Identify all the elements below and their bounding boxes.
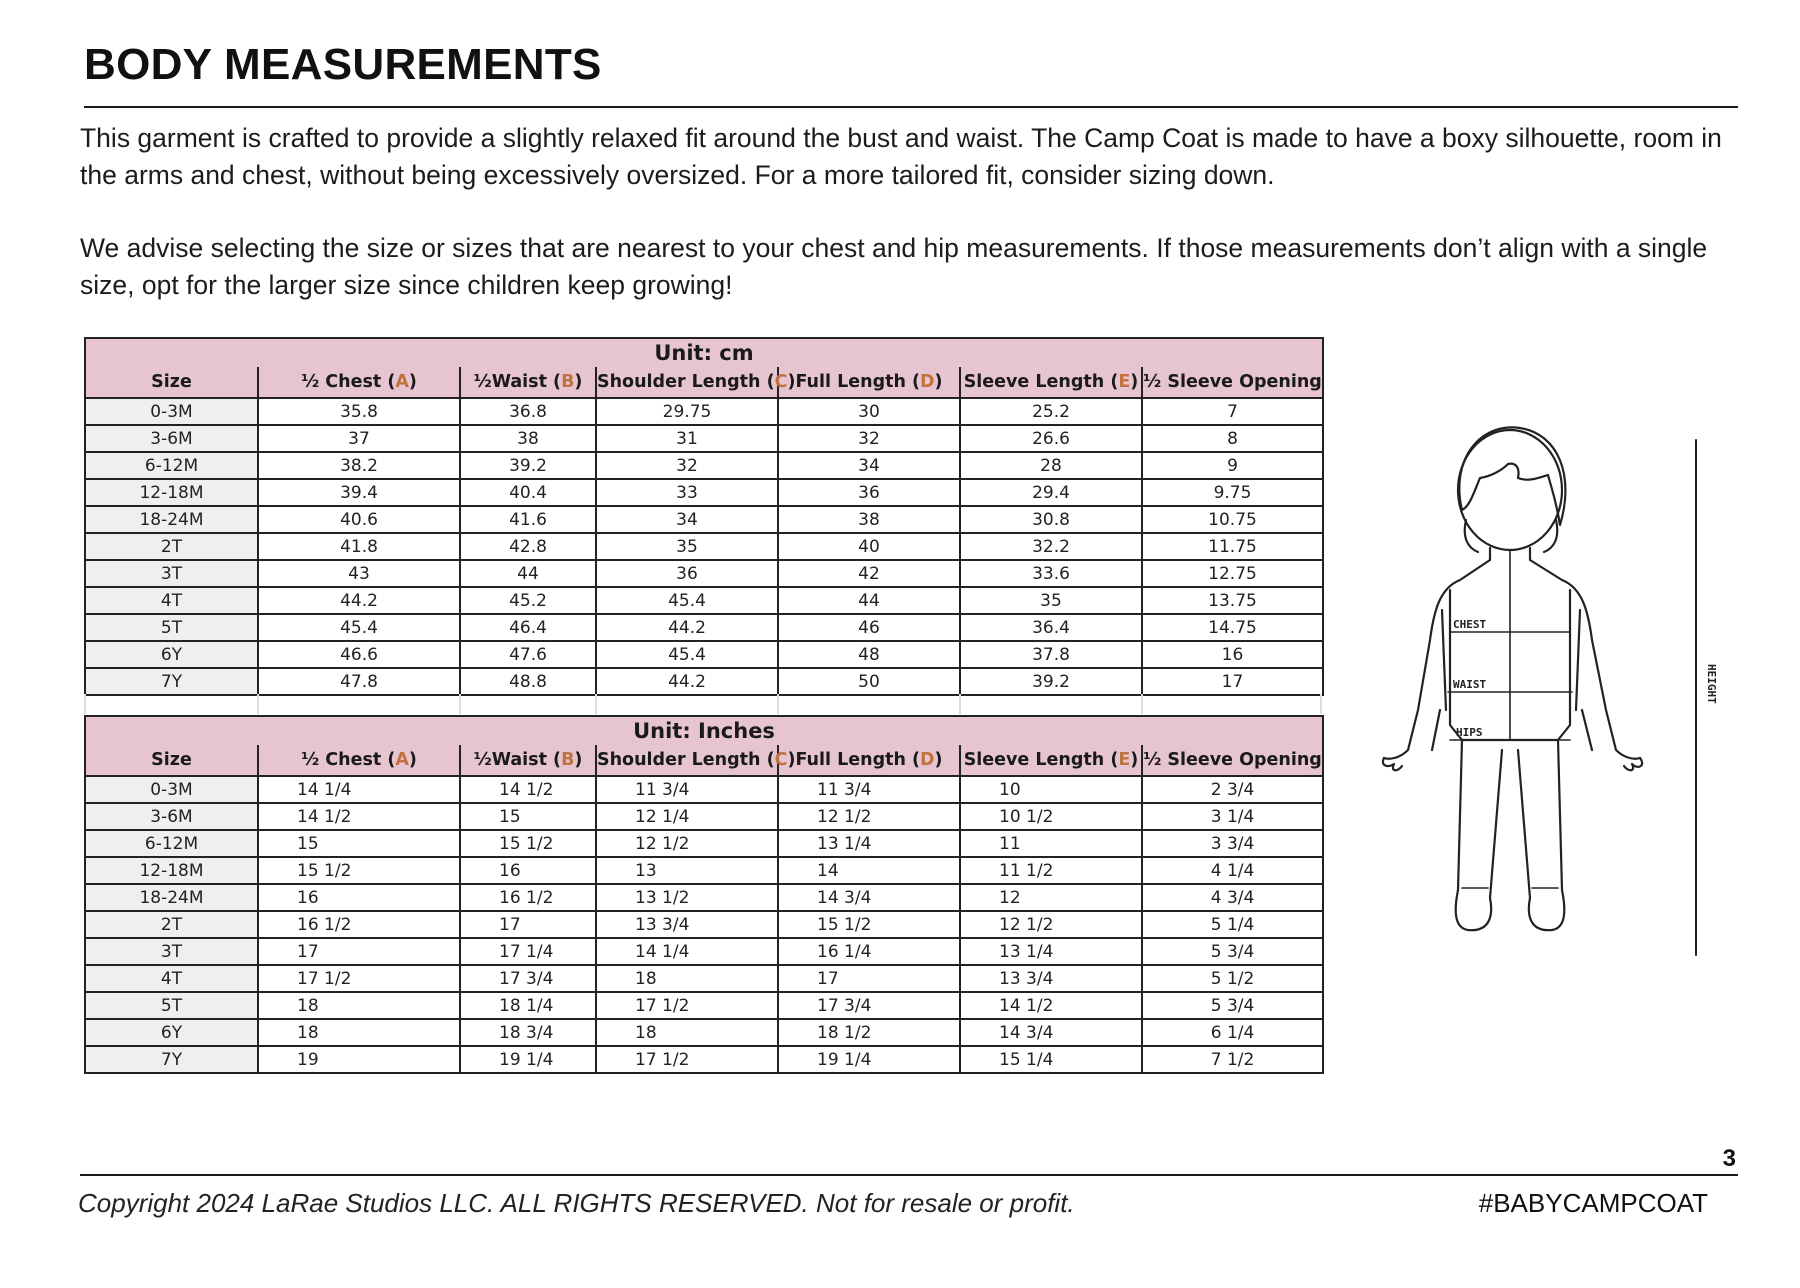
measurement-cell: 4 1/4 [1142, 857, 1323, 884]
measurement-cell: 33.6 [960, 560, 1142, 587]
measurement-cell: 15 1/4 [960, 1046, 1142, 1073]
size-cell: 6-12M [85, 830, 258, 857]
measurement-cell: 33 [596, 479, 778, 506]
size-cell: 6Y [85, 1019, 258, 1046]
measurement-cell: 19 [258, 1046, 460, 1073]
measurement-cell: 16 1/4 [778, 938, 960, 965]
size-cell: 0-3M [85, 776, 258, 803]
measurement-cell: 5 3/4 [1142, 992, 1323, 1019]
column-header: ½Waist (B) [460, 745, 596, 776]
measurement-cell: 15 1/2 [460, 830, 596, 857]
column-header: Shoulder Length (C) [596, 745, 778, 776]
measurement-cell: 34 [778, 452, 960, 479]
measurement-cell: 7 [1142, 398, 1323, 425]
size-cell: 18-24M [85, 506, 258, 533]
measurement-cell: 35.8 [258, 398, 460, 425]
measurement-cell: 13.75 [1142, 587, 1323, 614]
measurement-cell: 18 [258, 1019, 460, 1046]
measurement-cell: 36.4 [960, 614, 1142, 641]
measurement-cell: 18 [258, 992, 460, 1019]
measurement-cell: 38.2 [258, 452, 460, 479]
table-row [85, 803, 1323, 830]
measurement-cell: 47.8 [258, 668, 460, 695]
size-cell: 3-6M [85, 425, 258, 452]
measurement-cell: 32.2 [960, 533, 1142, 560]
measurement-cell: 13 3/4 [596, 911, 778, 938]
measurement-cell: 30.8 [960, 506, 1142, 533]
measurement-cell: 13 1/4 [778, 830, 960, 857]
column-header: Sleeve Length (E) [960, 367, 1142, 398]
measurement-cell: 13 1/4 [960, 938, 1142, 965]
measurement-cell: 12 1/2 [596, 830, 778, 857]
measurement-cell: 29.75 [596, 398, 778, 425]
table-row [85, 830, 1323, 857]
measurement-cell: 5 1/4 [1142, 911, 1323, 938]
measurement-cell: 37 [258, 425, 460, 452]
measurement-cell: 34 [596, 506, 778, 533]
measurement-cell: 14 3/4 [778, 884, 960, 911]
measurement-cell: 45.4 [596, 641, 778, 668]
column-header: ½ Sleeve Opening [1142, 367, 1323, 398]
measurement-cell: 18 1/2 [778, 1019, 960, 1046]
table-gap [84, 694, 1322, 714]
table-row [85, 911, 1323, 938]
table-row [85, 776, 1323, 803]
table-row [85, 992, 1323, 1019]
page-number: 3 [1722, 1145, 1736, 1172]
measurement-cell: 31 [596, 425, 778, 452]
size-cell: 12-18M [85, 857, 258, 884]
chest-label: CHEST [1453, 618, 1487, 631]
measurement-cell: 14 1/2 [960, 992, 1142, 1019]
measurement-cell: 19 1/4 [460, 1046, 596, 1073]
table-row [85, 1046, 1323, 1073]
measurement-cell: 13 1/2 [596, 884, 778, 911]
size-cell: 5T [85, 992, 258, 1019]
measurement-cell: 10 1/2 [960, 803, 1142, 830]
measurement-cell: 18 [596, 1019, 778, 1046]
measurement-cell: 30 [778, 398, 960, 425]
measurement-cell: 14 [778, 857, 960, 884]
measurement-cell: 4 3/4 [1142, 884, 1323, 911]
table-row [85, 884, 1323, 911]
size-cell: 3-6M [85, 803, 258, 830]
measurement-cell: 32 [596, 452, 778, 479]
measurement-table-inches [84, 715, 1324, 1074]
size-cell: 2T [85, 533, 258, 560]
measurement-cell: 11 3/4 [596, 776, 778, 803]
measurement-cell: 18 [596, 965, 778, 992]
measurement-cell: 14.75 [1142, 614, 1323, 641]
child-body-diagram [1370, 420, 1730, 980]
table-header-row [85, 745, 1323, 776]
hips-label: HIPS [1456, 726, 1483, 739]
size-cell: 2T [85, 911, 258, 938]
measurement-cell: 10.75 [1142, 506, 1323, 533]
measurement-cell: 16 1/2 [258, 911, 460, 938]
measurement-cell: 3 3/4 [1142, 830, 1323, 857]
measurement-cell: 44 [778, 587, 960, 614]
table-row [85, 479, 1323, 506]
height-label: HEIGHT [1705, 664, 1718, 704]
table-row [85, 668, 1323, 695]
measurement-cell: 6 1/4 [1142, 1019, 1323, 1046]
table-unit-label: Unit: Inches [85, 716, 1323, 745]
hair-outline [1459, 427, 1565, 525]
measurement-cell: 13 3/4 [960, 965, 1142, 992]
table-row [85, 938, 1323, 965]
measurement-cell: 9 [1142, 452, 1323, 479]
measurement-cell: 42 [778, 560, 960, 587]
column-header: Shoulder Length (C) [596, 367, 778, 398]
measurement-cell: 35 [596, 533, 778, 560]
measurement-cell: 8 [1142, 425, 1323, 452]
measurement-cell: 18 1/4 [460, 992, 596, 1019]
measurement-cell: 12 1/2 [778, 803, 960, 830]
measurement-cell: 15 1/2 [258, 857, 460, 884]
measurement-cell: 16 [258, 884, 460, 911]
table-row [85, 533, 1323, 560]
measurement-cell: 46.4 [460, 614, 596, 641]
table-row [85, 1019, 1323, 1046]
measurement-cell: 7 1/2 [1142, 1046, 1323, 1073]
measurement-cell: 38 [460, 425, 596, 452]
size-cell: 7Y [85, 1046, 258, 1073]
table-body [85, 776, 1323, 1073]
column-header: ½ Sleeve Opening [1142, 745, 1323, 776]
measurement-cell: 18 3/4 [460, 1019, 596, 1046]
table-header-row [85, 367, 1323, 398]
measurement-cell: 17 1/2 [258, 965, 460, 992]
page-title: BODY MEASUREMENTS [84, 40, 602, 89]
measurement-cell: 14 3/4 [960, 1019, 1142, 1046]
measurement-cell: 19 1/4 [778, 1046, 960, 1073]
measurement-cell: 46 [778, 614, 960, 641]
measurement-cell: 11 1/2 [960, 857, 1142, 884]
measurement-cell: 40 [778, 533, 960, 560]
measurement-cell: 48.8 [460, 668, 596, 695]
column-header: ½ Chest (A) [258, 367, 460, 398]
table-row [85, 425, 1323, 452]
intro-paragraph-fit: This garment is crafted to provide a slightly relaxed fit around the bust and waist. The Camp Coat is made to have a boxy silhouette, room in the arms and chest, without being excessively oversized. For a more tailored fit, consider sizing down. [80, 123, 1722, 190]
measurement-cell: 45.4 [258, 614, 460, 641]
measurement-cell: 40.6 [258, 506, 460, 533]
column-header: Size [85, 745, 258, 776]
measurement-cell: 44 [460, 560, 596, 587]
table-row [85, 560, 1323, 587]
size-cell: 4T [85, 965, 258, 992]
measurement-cell: 37.8 [960, 641, 1142, 668]
table-row [85, 398, 1323, 425]
measurement-cell: 41.8 [258, 533, 460, 560]
column-header: ½Waist (B) [460, 367, 596, 398]
measurement-cell: 17 1/2 [596, 1046, 778, 1073]
measurement-cell: 5 1/2 [1142, 965, 1323, 992]
left-leg-outline [1456, 740, 1502, 930]
measurement-cell: 15 [258, 830, 460, 857]
measurement-cell: 2 3/4 [1142, 776, 1323, 803]
measurement-cell: 12 1/4 [596, 803, 778, 830]
measurement-cell: 25.2 [960, 398, 1142, 425]
intro-paragraph-sizing-advice: We advise selecting the size or sizes that are nearest to your chest and hip measurements. If those measurements don’t align with a single size, opt for the larger size since children keep growing! [80, 233, 1708, 300]
measurement-cell: 29.4 [960, 479, 1142, 506]
measurement-cell: 16 1/2 [460, 884, 596, 911]
size-cell: 3T [85, 560, 258, 587]
measurement-cell: 17 3/4 [460, 965, 596, 992]
measurement-cell: 39.2 [460, 452, 596, 479]
measurement-cell: 26.6 [960, 425, 1142, 452]
size-cell: 6Y [85, 641, 258, 668]
measurement-cell: 14 1/2 [258, 803, 460, 830]
size-cell: 7Y [85, 668, 258, 695]
measurement-cell: 17 [258, 938, 460, 965]
measurement-cell: 14 1/4 [258, 776, 460, 803]
measurement-cell: 11.75 [1142, 533, 1323, 560]
measurement-cell: 12.75 [1142, 560, 1323, 587]
measurement-cell: 36 [596, 560, 778, 587]
table-row [85, 452, 1323, 479]
measurement-cell: 16 [1142, 641, 1323, 668]
column-header: Sleeve Length (E) [960, 745, 1142, 776]
measurement-cell: 48 [778, 641, 960, 668]
right-leg-outline [1518, 740, 1564, 930]
measurement-cell: 12 1/2 [960, 911, 1142, 938]
measurement-cell: 40.4 [460, 479, 596, 506]
measurement-cell: 17 1/4 [460, 938, 596, 965]
size-cell: 5T [85, 614, 258, 641]
measurement-cell: 17 [778, 965, 960, 992]
measurement-cell: 42.8 [460, 533, 596, 560]
measurement-cell: 10 [960, 776, 1142, 803]
table-unit-label: Unit: cm [85, 338, 1323, 367]
column-header: Full Length (D) [778, 367, 960, 398]
measurement-cell: 43 [258, 560, 460, 587]
table-row [85, 587, 1323, 614]
size-cell: 18-24M [85, 884, 258, 911]
table-row [85, 965, 1323, 992]
measurement-cell: 32 [778, 425, 960, 452]
measurement-cell: 44.2 [596, 614, 778, 641]
measurement-cell: 38 [778, 506, 960, 533]
measurement-cell: 41.6 [460, 506, 596, 533]
measurement-cell: 47.6 [460, 641, 596, 668]
measurement-cell: 45.4 [596, 587, 778, 614]
table-row [85, 614, 1323, 641]
column-header: ½ Chest (A) [258, 745, 460, 776]
waist-label: WAIST [1453, 678, 1487, 691]
measurement-cell: 11 [960, 830, 1142, 857]
measurement-cell: 35 [960, 587, 1142, 614]
measurement-cell: 50 [778, 668, 960, 695]
size-cell: 6-12M [85, 452, 258, 479]
title-divider [84, 106, 1738, 108]
size-cell: 0-3M [85, 398, 258, 425]
measurement-cell: 13 [596, 857, 778, 884]
measurement-cell: 17 3/4 [778, 992, 960, 1019]
measurement-cell: 14 1/4 [596, 938, 778, 965]
measurement-cell: 3 1/4 [1142, 803, 1323, 830]
copyright-notice: Copyright 2024 LaRae Studios LLC. ALL RIGHTS RESERVED. Not for resale or profit. [78, 1188, 1075, 1218]
hashtag: #BABYCAMPCOAT [1478, 1188, 1708, 1218]
measurement-cell: 12 [960, 884, 1142, 911]
table-row [85, 506, 1323, 533]
measurement-cell: 44.2 [258, 587, 460, 614]
size-cell: 4T [85, 587, 258, 614]
size-cell: 12-18M [85, 479, 258, 506]
measurement-cell: 17 1/2 [596, 992, 778, 1019]
measurement-cell: 28 [960, 452, 1142, 479]
measurement-cell: 15 1/2 [778, 911, 960, 938]
measurement-cell: 46.6 [258, 641, 460, 668]
table-body [85, 398, 1323, 695]
measurement-cell: 5 3/4 [1142, 938, 1323, 965]
column-header: Size [85, 367, 258, 398]
head-outline [1458, 430, 1562, 550]
column-header: Full Length (D) [778, 745, 960, 776]
measurement-cell: 39.4 [258, 479, 460, 506]
measurement-cell: 39.2 [960, 668, 1142, 695]
measurement-cell: 16 [460, 857, 596, 884]
measurement-cell: 45.2 [460, 587, 596, 614]
table-row [85, 641, 1323, 668]
measurement-cell: 36.8 [460, 398, 596, 425]
right-arm-outline [1530, 548, 1640, 759]
measurement-cell: 44.2 [596, 668, 778, 695]
measurement-cell: 17 [1142, 668, 1323, 695]
footer-divider [80, 1174, 1738, 1176]
measurement-cell: 9.75 [1142, 479, 1323, 506]
measurement-cell: 14 1/2 [460, 776, 596, 803]
measurement-table-cm [84, 337, 1324, 696]
measurement-cell: 36 [778, 479, 960, 506]
size-cell: 3T [85, 938, 258, 965]
table-row [85, 857, 1323, 884]
measurement-cell: 17 [460, 911, 596, 938]
measurement-cell: 15 [460, 803, 596, 830]
measurement-cell: 11 3/4 [778, 776, 960, 803]
